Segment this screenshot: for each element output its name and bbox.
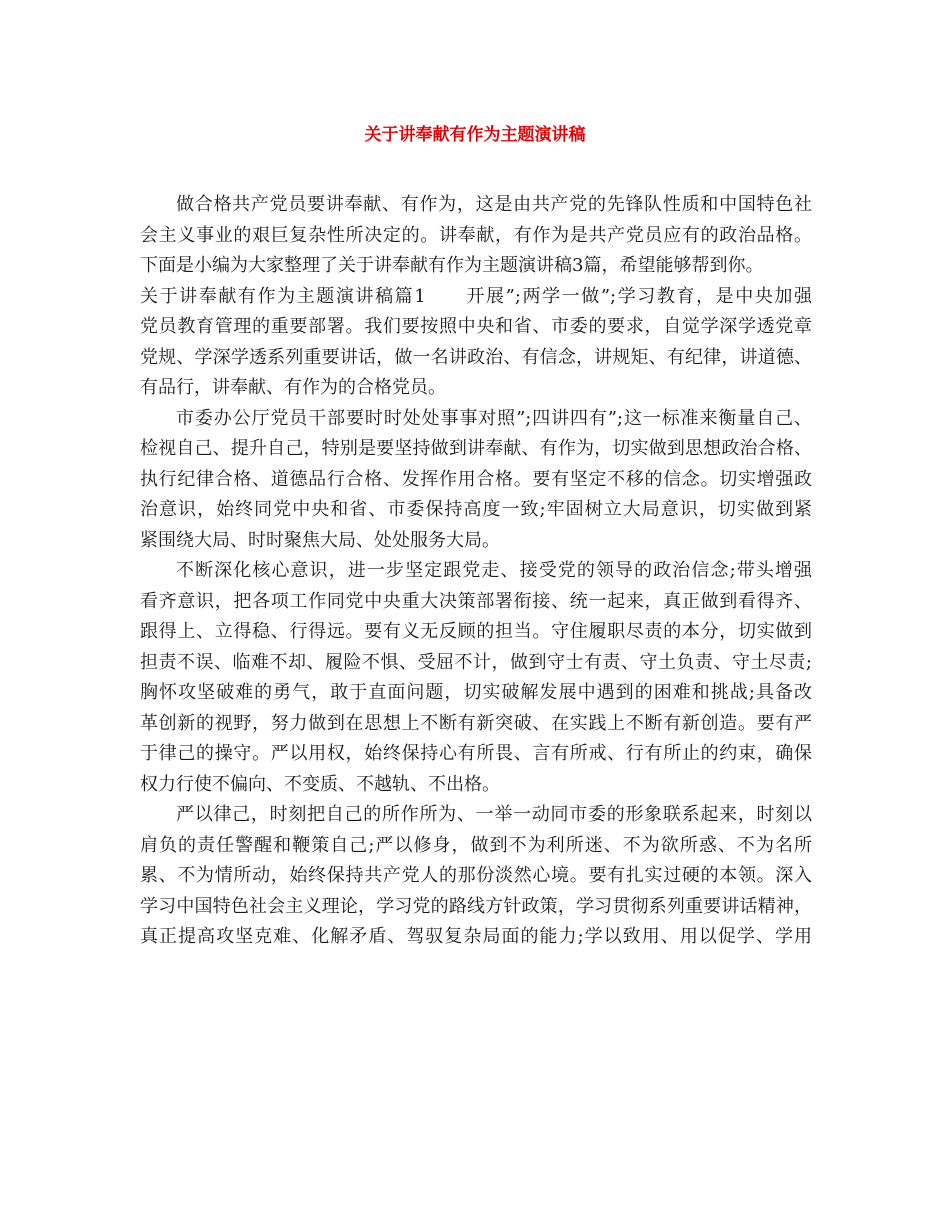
text-line: 担责不误、临难不却、履险不惧、受屈不计，做到守士有责、守土负责、守土尽责; (140, 651, 812, 673)
text-line: 关于讲奉献有作为主题演讲稿篇1 开展”;两学一做”;学习教育，是中央加强 (140, 285, 812, 307)
text-line: 于律己的操守。严以用权，始终保持心有所畏、言有所戒、行有所止的约束，确保 (140, 743, 812, 764)
text-line: 做合格共产党员要讲奉献、有作为，这是由共产党的先锋队性质和中国特色社 (176, 194, 812, 215)
text-line: 党员教育管理的重要部署。我们要按照中央和省、市委的要求，自觉学深学透党章 (140, 316, 812, 337)
text-line: 紧围绕大局、时时聚焦大局、处处服务大局。 (140, 529, 500, 551)
text-line: 革创新的视野，努力做到在思想上不断有新突破、在实践上不断有新创造。要有严 (140, 712, 812, 734)
text-line: 有品行，讲奉献、有作为的合格党员。 (140, 377, 446, 398)
text-line: 会主义事业的艰巨复杂性所决定的。讲奉献，有作为是共产党员应有的政治品格。 (140, 224, 812, 246)
text-line: 党规、学深学透系列重要讲话，做一名讲政治、有信念，讲规矩、有纪律，讲道德、 (140, 346, 812, 368)
text-line: 治意识，始终同党中央和省、市委保持高度一致;牢固树立大局意识，切实做到紧 (140, 499, 812, 520)
text-line: 跟得上、立得稳、行得远。要有义无反顾的担当。守住履职尽责的本分，切实做到 (140, 621, 812, 642)
text-line: 看齐意识，把各项工作同党中央重大决策部署衔接、统一起来，真正做到看得齐、 (140, 590, 812, 612)
document-body (140, 190, 812, 953)
text-line: 严以律己，时刻把自己的所作所为、一举一动同市委的形象联系起来，时刻以 (176, 804, 812, 825)
text-line: 权力行使不偏向、不变质、不越轨、不出格。 (140, 773, 500, 795)
text-line: 检视自己、提升自己，特别是要坚持做到讲奉献、有作为，切实做到思想政治合格、 (140, 438, 812, 459)
text-line: 胸怀攻坚破难的勇气，敢于直面问题，切实破解发展中遇到的困难和挑战;具备改 (140, 682, 812, 703)
text-line: 肩负的责任警醒和鞭策自己;严以修身，做到不为利所迷、不为欲所惑、不为名所 (140, 834, 812, 856)
text-line: 执行纪律合格、道德品行合格、发挥作用合格。要有坚定不移的信念。切实增强政 (140, 468, 812, 490)
text-line: 下面是小编为大家整理了关于讲奉献有作为主题演讲稿3篇，希望能够帮到你。 (140, 255, 764, 276)
text-line: 真正提高攻坚克难、化解矛盾、驾驭复杂局面的能力;学以致用、用以促学、学用 (140, 926, 812, 947)
text-line: 市委办公厅党员干部要时时处处事事对照”;四讲四有”;这一标准来衡量自己、 (176, 407, 812, 429)
text-line: 不断深化核心意识，进一步坚定跟党走、接受党的领导的政治信念;带头增强 (176, 560, 812, 581)
document-title: 关于讲奉献有作为主题演讲稿 (364, 125, 586, 145)
text-line: 学习中国特色社会主义理论，学习党的路线方针政策，学习贯彻系列重要讲话精神， (140, 895, 812, 917)
text-line: 累、不为情所动，始终保持共产党人的那份淡然心境。要有扎实过硬的本领。深入 (140, 865, 812, 886)
